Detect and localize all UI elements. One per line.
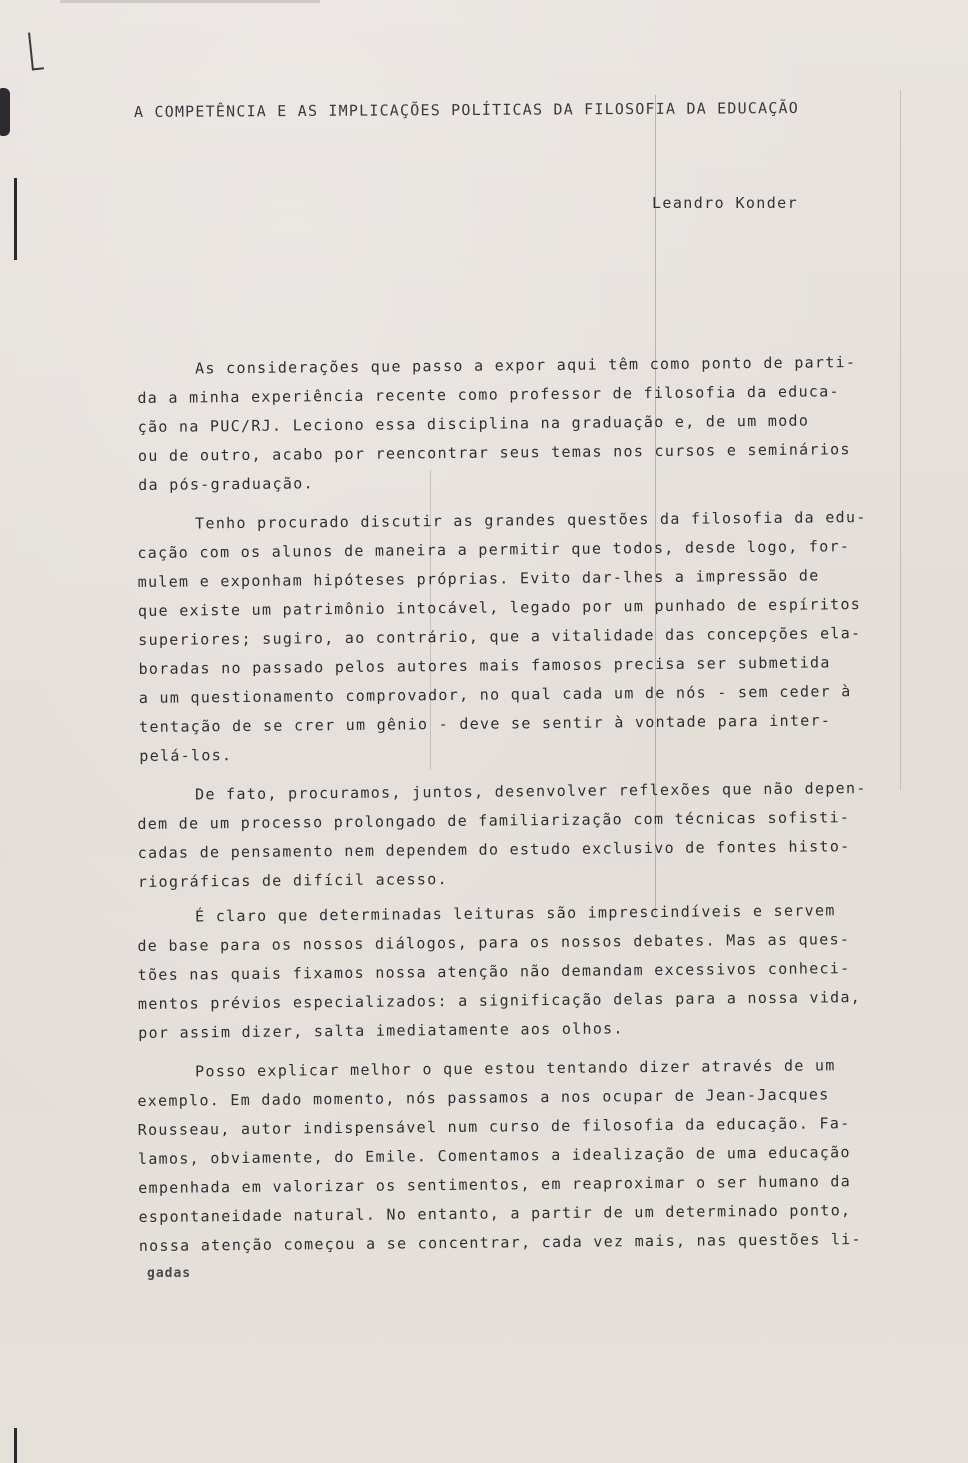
text-line: Posso explicar melhor o que estou tentando dizer através de um xyxy=(195,1056,836,1081)
paragraph xyxy=(137,773,968,897)
text-line: Rousseau, autor indispensável num curso de filosofia da educação. Fa- xyxy=(137,1114,851,1139)
text-line: lamos, obviamente, do Emile. Comentamos a idealização de uma educação xyxy=(137,1143,851,1168)
text-line: que existe um patrimônio intocável, legado por um punhado de espíritos xyxy=(137,595,862,620)
text-line: cação com os alunos de maneira a permitir que todos, desde logo, for- xyxy=(137,537,851,562)
text-line: da pós-graduação. xyxy=(138,474,314,494)
text-line: exemplo. Em dado momento, nós passamos a nos ocupar de Jean-Jacques xyxy=(137,1085,830,1110)
text-line: ção na PUC/RJ. Leciono essa disciplina na graduação e, de um modo xyxy=(137,411,810,436)
text-line: ou de outro, acabo por reencontrar seus temas nos cursos e seminários xyxy=(137,440,851,465)
text-line: De fato, procuramos, juntos, desenvolver reflexões que não depen- xyxy=(195,778,867,804)
text-line: tões nas quais fixamos nossa atenção não demandam excessivos conheci- xyxy=(137,959,851,984)
paragraph xyxy=(137,895,968,1048)
text-line: de base para os nossos diálogos, para os nossos debates. Mas as ques- xyxy=(137,930,851,955)
text-line: superiores; sugiro, ao contrário, que a vitalidade das concepções ela- xyxy=(138,624,862,649)
text-line: empenhada em valorizar os sentimentos, em reaproximar o ser humano da xyxy=(138,1172,852,1197)
text-line: As considerações que passo a expor aqui têm como ponto de parti- xyxy=(195,353,857,378)
text-line: pelá-los. xyxy=(139,746,233,765)
text-line: por assim dizer, salta imediatamente aos olhos. xyxy=(138,1019,624,1042)
paragraph xyxy=(137,347,968,500)
text-line: dem de um processo prolongado de familiarização com técnicas sofisti- xyxy=(137,808,851,833)
page-catchword: gadas xyxy=(147,1266,192,1281)
paragraph xyxy=(137,1050,968,1261)
text-line: cadas de pensamento nem dependem do estudo exclusivo de fontes histo- xyxy=(137,837,851,862)
text-line: tentação de se crer um gênio - deve se sentir à vontade para inter- xyxy=(138,711,832,736)
scan-blot xyxy=(0,88,10,136)
scan-top-edge xyxy=(60,0,320,3)
pen-scribble xyxy=(28,31,44,70)
author-name: Leandro Konder xyxy=(652,194,799,212)
scan-margin-bar xyxy=(14,178,17,260)
text-line: espontaneidade natural. No entanto, a partir de um determinado ponto, xyxy=(138,1201,852,1226)
text-line: É claro que determinadas leituras são imprescindíveis e servem xyxy=(195,901,836,926)
scan-margin-bar xyxy=(14,1428,17,1463)
text-line: riográficas de difícil acesso. xyxy=(137,870,448,891)
text-line: Tenho procurado discutir as grandes questões da filosofia da edu- xyxy=(195,507,867,533)
document-title: A COMPETÊNCIA E AS IMPLICAÇÕES POLÍTICAS DA FILOSOFIA DA EDUCAÇÃO xyxy=(133,98,800,121)
text-line: da a minha experiência recente como professor de filosofia da educa- xyxy=(137,382,840,407)
text-line: mentos prévios especializados: a significação delas para a nossa vida, xyxy=(137,988,862,1013)
text-line: mulem e exponham hipóteses próprias. Evito dar-lhes a impressão de xyxy=(137,566,820,591)
text-line: nossa atenção começou a se concentrar, cada vez mais, nas questões li- xyxy=(138,1230,863,1255)
text-line: boradas no passado pelos autores mais famosos precisa ser submetida xyxy=(138,653,831,678)
text-line: a um questionamento comprovador, no qual cada um de nós - sem ceder à xyxy=(138,682,852,707)
paragraph xyxy=(137,502,968,771)
